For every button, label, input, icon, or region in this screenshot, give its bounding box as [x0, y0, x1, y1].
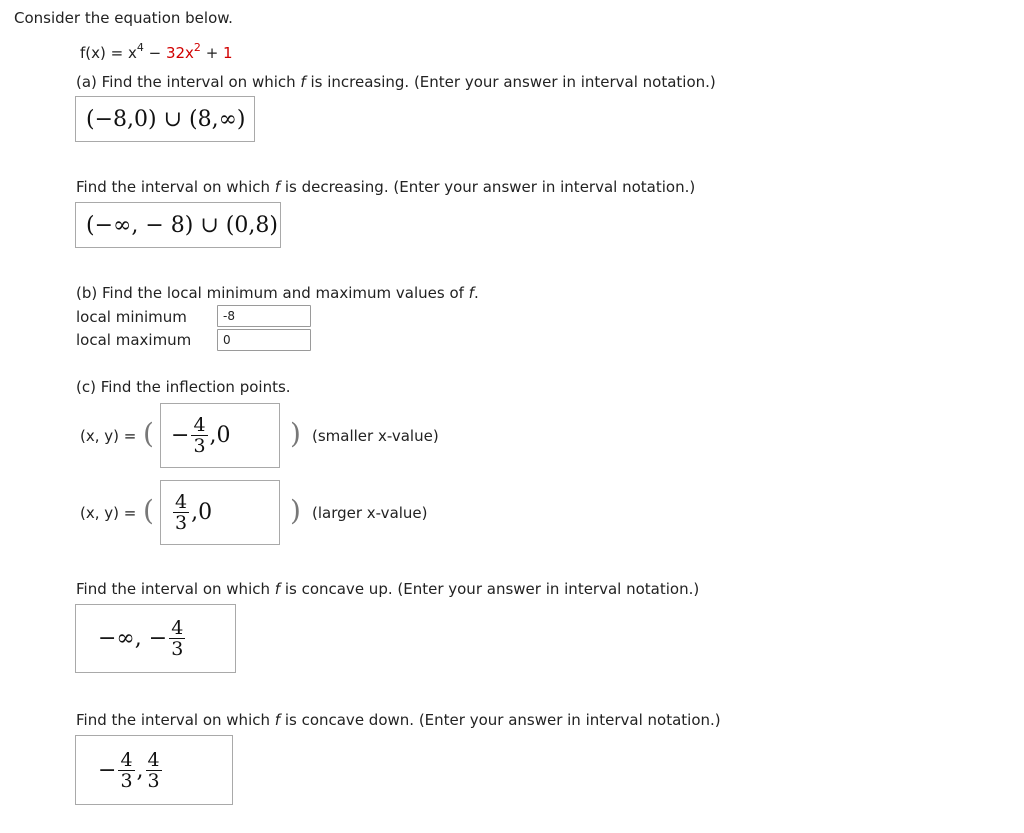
concave-up-left: −∞, − — [98, 626, 168, 651]
right-paren-2: ) — [290, 494, 301, 527]
part-a-prompt-post: is increasing. (Enter your answer in interval notation.) — [305, 73, 716, 91]
equation-lhs: f(x) = x — [80, 44, 137, 62]
concave-down-fraction-2 — [146, 750, 162, 791]
concave-up-prompt — [76, 580, 699, 598]
inflection-point-1-box[interactable] — [160, 403, 280, 468]
p2-note: (larger x-value) — [312, 504, 428, 522]
p2-num: 4 — [175, 491, 188, 513]
concave-down-post: is concave down. (Enter your answer in interval notation.) — [280, 711, 721, 729]
xy-label-1: (x, y) = — [80, 427, 137, 445]
concave-down-den1: 3 — [120, 769, 133, 792]
decreasing-answer: (−∞, − 8) ∪ (0,8) — [86, 212, 278, 238]
equation-plus: + — [200, 44, 224, 62]
concave-down-fraction-1 — [118, 750, 134, 791]
decreasing-prompt — [76, 178, 695, 196]
local-max-label: local maximum — [76, 331, 192, 349]
local-min-label: local minimum — [76, 308, 187, 326]
part-a-f: f — [300, 73, 306, 91]
concave-down-num2: 4 — [147, 748, 160, 771]
concave-up-pre: Find the interval on which — [76, 580, 275, 598]
decreasing-prompt-post: is decreasing. (Enter your answer in interval notation.) — [280, 178, 696, 196]
p1-note: (smaller x-value) — [312, 427, 439, 445]
increasing-answer: (−8,0) ∪ (8,∞) — [86, 106, 246, 132]
concave-down-prompt — [76, 711, 721, 729]
concave-down-pre: Find the interval on which — [76, 711, 275, 729]
right-paren-1: ) — [290, 417, 301, 450]
concave-up-fraction — [169, 618, 185, 659]
p1-rest: ,0 — [209, 423, 231, 448]
equation-term2: 32x — [165, 44, 194, 62]
xy-label-2: (x, y) = — [80, 504, 137, 522]
part-b-prompt-pre: (b) Find the local minimum and maximum values of — [76, 284, 469, 302]
p2-rest: ,0 — [191, 500, 213, 525]
concave-down-f: f — [274, 711, 281, 729]
part-b-f: f — [468, 284, 474, 302]
concave-down-sign: − — [98, 757, 117, 783]
part-a-prompt — [76, 73, 716, 91]
decreasing-prompt-pre: Find the interval on which — [76, 178, 275, 196]
left-paren-2: ( — [143, 494, 154, 527]
p1-den: 3 — [193, 435, 206, 457]
concave-up-den: 3 — [171, 638, 184, 660]
decreasing-answer-box[interactable] — [75, 202, 281, 248]
concave-down-num1: 4 — [120, 748, 133, 771]
equation-exp1: 4 — [136, 41, 144, 54]
equation-exp2: 2 — [193, 41, 201, 54]
concave-down-box[interactable] — [75, 735, 233, 805]
concave-up-box[interactable] — [75, 604, 236, 673]
p1-sign: − — [171, 423, 190, 448]
local-max-input[interactable] — [217, 329, 311, 351]
concave-up-post: is concave up. (Enter your answer in interval notation.) — [280, 580, 700, 598]
local-min-input[interactable] — [217, 305, 311, 327]
intro-text: Consider the equation below. — [14, 9, 233, 27]
concave-up-f: f — [274, 580, 281, 598]
inflection-point-2-box[interactable] — [160, 480, 280, 545]
left-paren-1: ( — [143, 417, 154, 450]
p1-fraction — [191, 415, 207, 456]
equation-minus: − — [143, 44, 166, 62]
concave-up-num: 4 — [171, 617, 184, 639]
equation-const: 1 — [223, 44, 233, 62]
p1-num: 4 — [193, 414, 206, 436]
part-b-prompt — [76, 284, 479, 302]
concave-down-comma: , — [136, 757, 144, 783]
p2-fraction — [173, 492, 189, 533]
concave-down-den2: 3 — [147, 769, 160, 792]
decreasing-f: f — [274, 178, 281, 196]
p2-den: 3 — [175, 512, 188, 534]
part-a-prompt-pre: (a) Find the interval on which — [76, 73, 301, 91]
increasing-answer-box[interactable] — [75, 96, 255, 142]
part-b-prompt-post: . — [473, 284, 479, 302]
part-c-prompt: (c) Find the inflection points. — [76, 378, 291, 396]
equation — [80, 41, 233, 62]
